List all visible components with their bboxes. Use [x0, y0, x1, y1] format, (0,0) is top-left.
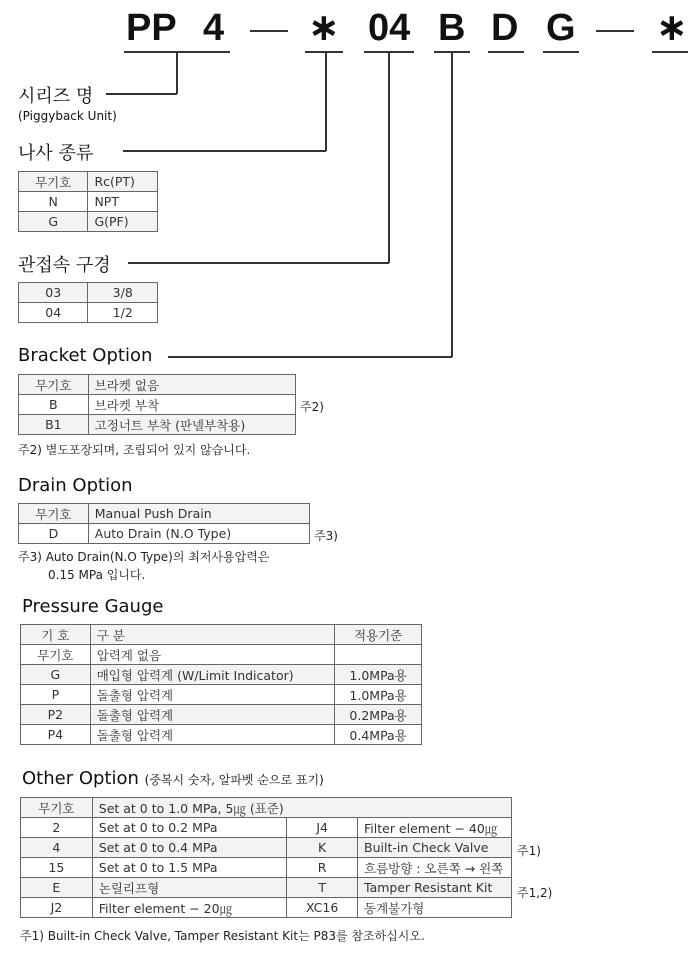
port-value: 1/2	[88, 303, 158, 323]
leader-thread-h	[123, 150, 326, 152]
table-row	[19, 395, 296, 415]
gauge-desc: 돌출형 압력계	[90, 685, 335, 705]
bracket-side-note: 주2)	[300, 400, 324, 414]
other-desc: Set at 0 to 1.0 MPa, 5㎍ (표준)	[92, 798, 511, 818]
code-part-thread: ∗	[308, 7, 340, 49]
gauge-spec: 0.4MPa용	[335, 725, 422, 745]
code-part-other: ∗	[656, 7, 688, 49]
table-header	[21, 625, 422, 645]
table-row	[21, 818, 512, 838]
gauge-spec	[335, 645, 422, 665]
leader-port-v	[388, 52, 390, 263]
gauge-header-desc: 구 분	[90, 625, 335, 645]
leader-bracket-v	[451, 52, 453, 357]
other-desc: 흐름방향 : 오른쪽 → 왼쪽	[358, 858, 512, 878]
gauge-code: G	[21, 665, 91, 685]
other-code: 15	[21, 858, 93, 878]
other-label-main: Other Option	[22, 768, 139, 789]
table-row	[19, 172, 158, 192]
other-code: E	[21, 878, 93, 898]
gauge-code: P4	[21, 725, 91, 745]
other-code: J2	[21, 898, 93, 918]
other-code: 무기호	[21, 798, 93, 818]
bracket-value: 고정너트 부착 (판넬부착용)	[88, 415, 295, 435]
code-part-port: 04	[368, 7, 411, 49]
bracket-value: 브라켓 없음	[88, 375, 295, 395]
leader-series-h	[106, 93, 177, 95]
series-sub: (Piggyback Unit)	[18, 109, 117, 123]
leader-series-v	[176, 52, 178, 94]
thread-value: NPT	[88, 192, 158, 212]
gauge-code: P	[21, 685, 91, 705]
other-desc: Built-in Check Valve	[358, 838, 512, 858]
other-desc: 동계불가형	[358, 898, 512, 918]
drain-footnote-2: 0.15 MPa 입니다.	[48, 568, 146, 582]
drain-value: Auto Drain (N.O Type)	[88, 524, 309, 544]
bracket-table	[18, 374, 296, 435]
table-row	[21, 705, 422, 725]
table-row	[19, 415, 296, 435]
drain-side-note: 주3)	[314, 529, 338, 543]
gauge-desc: 돌출형 압력계	[90, 705, 335, 725]
series-label: 시리즈 명	[18, 86, 94, 107]
gauge-header-spec: 적용기준	[335, 625, 422, 645]
bracket-code: B	[19, 395, 89, 415]
other-label-sub: (중복시 숫자, 알파벳 순으로 표기)	[144, 773, 324, 787]
table-row	[19, 524, 310, 544]
table-row	[19, 504, 310, 524]
code-part-gauge: G	[546, 7, 576, 49]
code-part-size: 4	[203, 7, 225, 49]
table-row	[21, 878, 512, 898]
drain-footnote-1: 주3) Auto Drain(N.O Type)의 최저사용압력은	[18, 550, 270, 564]
drain-code: 무기호	[19, 504, 89, 524]
drain-value: Manual Push Drain	[88, 504, 309, 524]
code-part-bracket: B	[438, 7, 466, 49]
thread-value: G(PF)	[88, 212, 158, 232]
port-table	[18, 282, 158, 323]
code-dash-1	[250, 30, 288, 32]
table-row	[19, 283, 158, 303]
table-row	[21, 798, 512, 818]
gauge-spec: 1.0MPa용	[335, 685, 422, 705]
other-code: K	[287, 838, 358, 858]
code-underline-drain	[488, 51, 524, 53]
table-row	[21, 665, 422, 685]
thread-table	[18, 171, 158, 232]
gauge-desc: 돌출형 압력계	[90, 725, 335, 745]
drain-table	[18, 503, 310, 544]
gauge-code: P2	[21, 705, 91, 725]
other-code: XC16	[287, 898, 358, 918]
leader-bracket-h	[168, 356, 452, 358]
other-side-note-t: 주1,2)	[517, 886, 553, 900]
gauge-desc: 압력계 없음	[90, 645, 335, 665]
gauge-spec: 0.2MPa용	[335, 705, 422, 725]
bracket-footnote: 주2) 별도포장되며, 조립되어 있지 않습니다.	[18, 443, 251, 457]
other-desc: Filter element − 20㎍	[92, 898, 287, 918]
gauge-table	[20, 624, 422, 745]
other-code: 2	[21, 818, 93, 838]
code-underline-thread	[305, 51, 343, 53]
other-footnote: 주1) Built-in Check Valve, Tamper Resistant Kit는 P83를 참조하십시오.	[20, 929, 425, 943]
other-desc: Set at 0 to 1.5 MPa	[92, 858, 287, 878]
gauge-code: 무기호	[21, 645, 91, 665]
gauge-desc: 매입형 압력계 (W/Limit Indicator)	[90, 665, 335, 685]
table-row	[21, 685, 422, 705]
bracket-value: 브라켓 부착	[88, 395, 295, 415]
bracket-code: 무기호	[19, 375, 89, 395]
thread-code: N	[19, 192, 88, 212]
other-code: J4	[287, 818, 358, 838]
drain-label: Drain Option	[18, 475, 133, 496]
table-row	[19, 192, 158, 212]
other-code: R	[287, 858, 358, 878]
other-label	[22, 768, 324, 789]
table-row	[21, 898, 512, 918]
thread-code: 무기호	[19, 172, 88, 192]
port-code: 04	[19, 303, 88, 323]
gauge-spec: 1.0MPa용	[335, 665, 422, 685]
code-underline-gauge	[543, 51, 579, 53]
table-row	[21, 725, 422, 745]
gauge-header-code: 기 호	[21, 625, 91, 645]
code-part-drain: D	[491, 7, 519, 49]
bracket-label: Bracket Option	[18, 345, 153, 366]
gauge-label: Pressure Gauge	[22, 596, 164, 617]
port-value: 3/8	[88, 283, 158, 303]
table-row	[21, 838, 512, 858]
other-side-note-k: 주1)	[517, 844, 541, 858]
port-label: 관접속 구경	[18, 255, 111, 276]
other-code: 4	[21, 838, 93, 858]
other-desc: Filter element − 40㎍	[358, 818, 512, 838]
leader-thread-v	[325, 52, 327, 151]
table-row	[19, 375, 296, 395]
port-code: 03	[19, 283, 88, 303]
other-desc: Tamper Resistant Kit	[358, 878, 512, 898]
leader-port-h	[128, 262, 389, 264]
code-underline-other	[652, 51, 688, 53]
code-dash-2	[596, 30, 634, 32]
other-desc: 논릴리프형	[92, 878, 287, 898]
thread-label: 나사 종류	[18, 143, 94, 164]
drain-code: D	[19, 524, 89, 544]
table-row	[21, 645, 422, 665]
bracket-code: B1	[19, 415, 89, 435]
other-code: T	[287, 878, 358, 898]
other-desc: Set at 0 to 0.2 MPa	[92, 818, 287, 838]
code-part-series: PP	[126, 7, 177, 49]
other-desc: Set at 0 to 0.4 MPa	[92, 838, 287, 858]
table-row	[19, 212, 158, 232]
table-row	[21, 858, 512, 878]
thread-value: Rc(PT)	[88, 172, 158, 192]
thread-code: G	[19, 212, 88, 232]
other-table	[20, 797, 512, 918]
table-row	[19, 303, 158, 323]
